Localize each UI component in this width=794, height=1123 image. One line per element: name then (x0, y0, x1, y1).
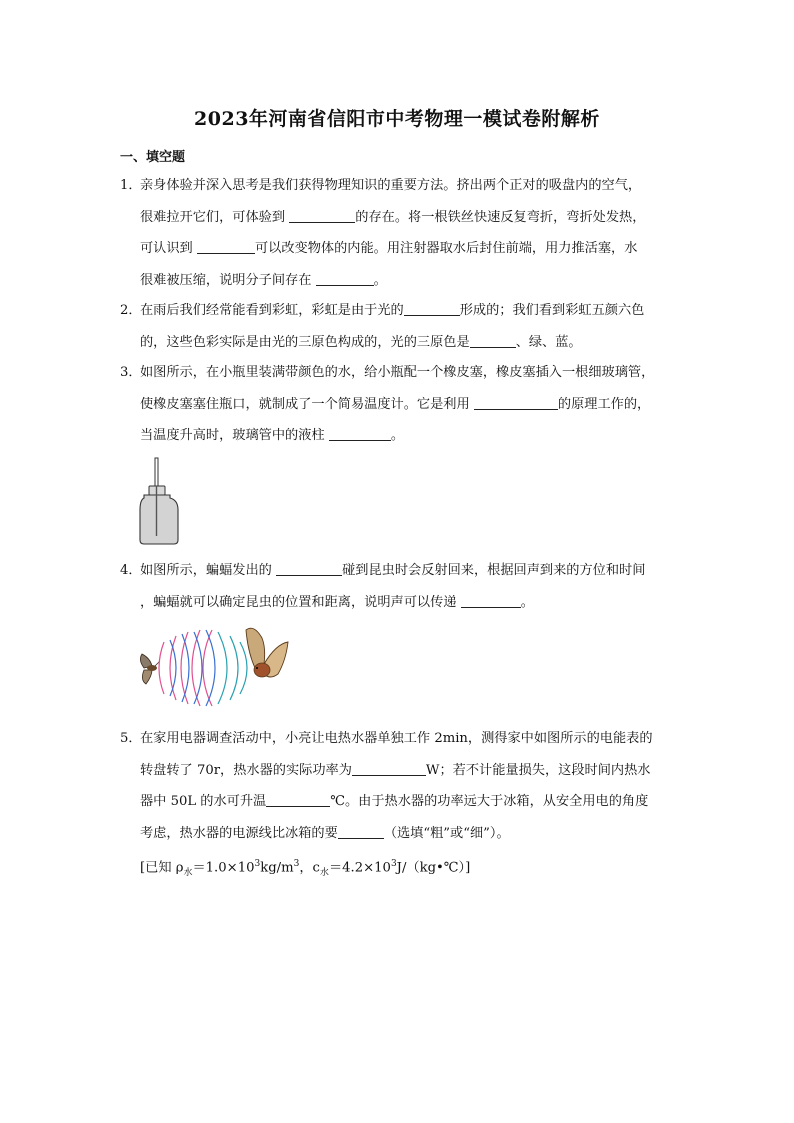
answer-blank[interactable] (404, 301, 460, 316)
question-text: 形成的；我们看到彩虹五颜六色 (459, 303, 645, 318)
question-text: 当温度升高时，玻璃管中的液柱 (140, 428, 329, 443)
question-text: 在家用电器调查活动中，小亮让电热水器单独工作 2min，测得家中如图所示的电能表的 (140, 731, 653, 746)
answer-blank[interactable] (266, 792, 330, 807)
question-text: 如图所示，蝙蝠发出的 (140, 563, 277, 578)
question-text: 使橡皮塞塞住瓶口，就制成了一个简易温度计。它是利用 (140, 396, 474, 412)
answer-blank[interactable] (316, 271, 374, 286)
answer-blank[interactable] (352, 761, 426, 776)
question-5 (120, 723, 676, 890)
thermometer-bottle-figure (134, 456, 186, 548)
given-constants: [已知 $\rho_水=1.0\times 10^3kg/m^3$，$c_水=4.2\times 10^3J/(kg•℃)$] (140, 859, 471, 879)
question-text: 可认识到 (140, 241, 197, 256)
answer-blank[interactable] (329, 426, 391, 441)
answer-blank[interactable] (474, 395, 558, 410)
bat-echolocation-figure (136, 624, 292, 710)
answer-blank[interactable] (276, 561, 342, 576)
question-number: 5． (120, 731, 142, 746)
answer-blank[interactable] (338, 824, 384, 839)
question-text: 。 (520, 594, 534, 610)
question-text: 器中 50L 的水可升温 (140, 794, 267, 809)
question-text: 。 (390, 428, 405, 443)
question-text: 的，这些色彩实际是由光的三原色构成的，光的三原色是 (140, 334, 470, 350)
question-text: 。 (373, 272, 387, 288)
bat-icon (246, 628, 288, 677)
question-text: 、绿、蓝。 (515, 334, 582, 350)
question-3 (120, 357, 676, 452)
question-text: 考虑，热水器的电源线比冰箱的要 (140, 825, 338, 841)
question-text: 很难被压缩，说明分子间存在 (140, 272, 316, 288)
question-text: 转盘转了 70r，热水器的实际功率为 (140, 762, 352, 778)
question-text: 亲身体验并深入思考是我们获得物理知识的重要方法。挤出两个正对的吸盘内的空气， (140, 178, 642, 193)
question-text: 的存在。将一根铁丝快速反复弯折，弯折处发热， (355, 209, 646, 225)
question-number: 3． (120, 365, 142, 380)
question-text: 如图所示，在小瓶里装满带颜色的水，给小瓶配一个橡皮塞，橡皮塞插入一根细玻璃管， (140, 365, 655, 380)
question-text: （选填“粗”或“细”）。 (383, 825, 510, 841)
question-2 (120, 295, 676, 358)
insect-icon (140, 654, 160, 684)
question-text: 的原理工作的， (557, 396, 651, 412)
answer-blank[interactable] (197, 239, 255, 254)
question-number: 2． (120, 303, 142, 318)
question-text: 很难拉开它们，可体验到 (140, 209, 290, 225)
section-heading: 一、填空题 (120, 150, 186, 165)
question-number: 1． (120, 178, 142, 193)
question-text: ℃。由于热水器的功率远大于冰箱，从安全用电的角度 (330, 794, 649, 809)
question-text: ，蝙蝠就可以确定昆虫的位置和距离，说明声可以传递 (140, 594, 461, 610)
question-text: W；若不计能量损失，这段时间内热水 (425, 762, 651, 778)
answer-blank[interactable] (461, 593, 521, 608)
answer-blank[interactable] (470, 333, 516, 348)
reflected-sound-waves (159, 630, 212, 706)
question-1 (120, 170, 676, 296)
page-title: 2023年河南省信阳市中考物理一模试卷附解析 (194, 108, 600, 130)
question-text: 碰到昆虫时会反射回来，根据回声到来的方位和时间 (342, 563, 646, 578)
question-number: 4． (120, 563, 142, 578)
answer-blank[interactable] (289, 208, 355, 223)
question-text: 在雨后我们经常能看到彩虹，彩虹是由于光的 (140, 303, 404, 318)
question-4 (120, 555, 676, 618)
question-text: 可以改变物体的内能。用注射器取水后封住前端，用力推活塞，水 (254, 241, 638, 256)
